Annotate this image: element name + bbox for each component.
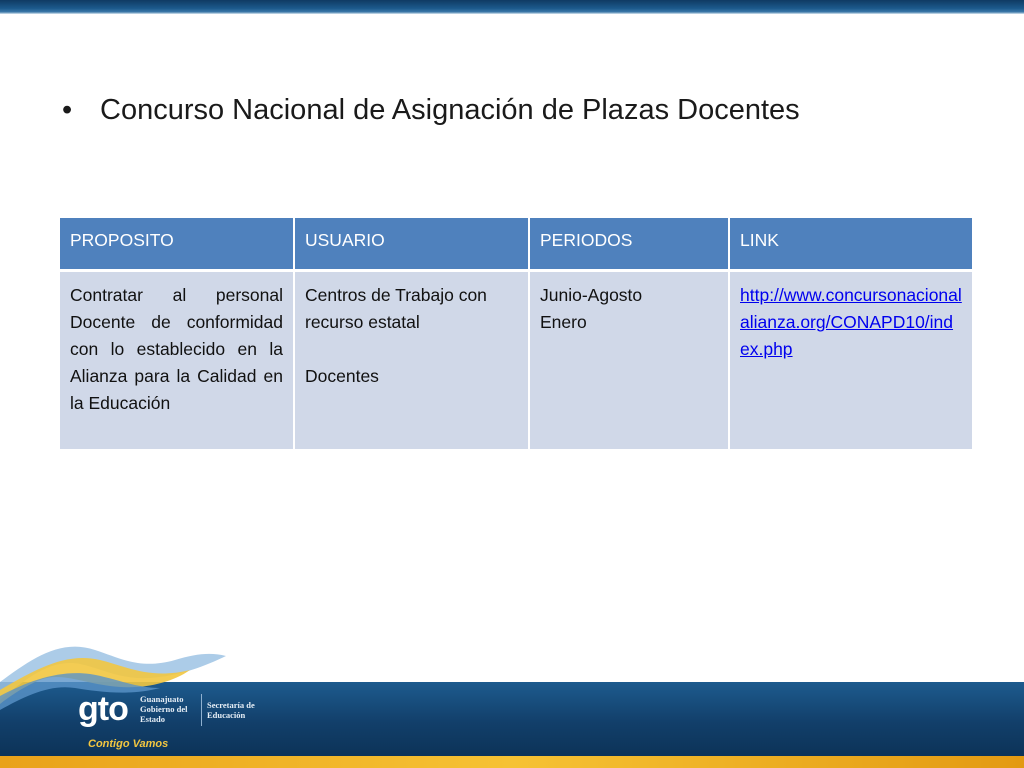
header-proposito: PROPOSITO [60, 218, 295, 272]
header-periodos: PERIODOS [530, 218, 730, 272]
heading-text: Concurso Nacional de Asignación de Plazas Docentes [100, 94, 800, 126]
header-link: LINK [730, 218, 972, 272]
cell-usuario [295, 272, 530, 449]
bullet-icon: • [62, 94, 73, 126]
usuario-line-1: Centros de Trabajo con recurso estatal [305, 285, 487, 332]
top-decorative-bar [0, 0, 1024, 14]
periodos-line-1: Junio-Agosto [540, 285, 643, 305]
bullet-heading [62, 94, 800, 127]
cell-periodos [530, 272, 730, 449]
logo-divider [201, 694, 202, 726]
cell-link [730, 272, 972, 449]
gobierno-label: Guanajuato Gobierno del Estado [140, 694, 188, 724]
info-table [60, 218, 972, 449]
table-row [60, 272, 972, 449]
usuario-spacer [305, 336, 518, 363]
tagline: Contigo Vamos [88, 738, 169, 750]
gto-logo: gto [78, 690, 128, 728]
secretaria-label: Secretaría de Educación [207, 700, 255, 720]
concurso-link[interactable]: http://www.concursonacionalalianza.org/CONAPD10/index.php [740, 285, 962, 359]
cell-proposito: Contratar al personal Docente de conformidad con lo establecido en la Alianza para la Calidad en la Educación [60, 272, 295, 449]
periodos-line-2: Enero [540, 312, 587, 332]
header-usuario: USUARIO [295, 218, 530, 272]
table-header-row [60, 218, 972, 272]
usuario-line-2: Docentes [305, 366, 379, 386]
